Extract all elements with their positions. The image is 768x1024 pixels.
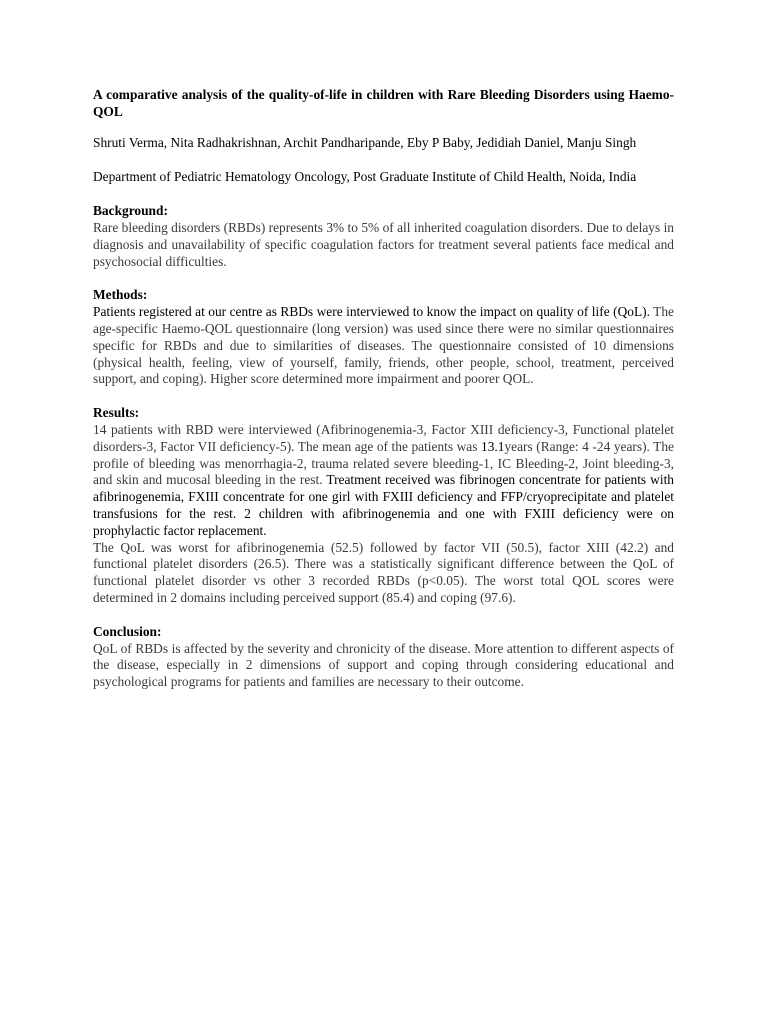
conclusion-section (93, 624, 674, 691)
methods-heading: Methods: (93, 287, 148, 303)
background-section (93, 203, 674, 270)
conclusion-text: QoL of RBDs is affected by the severity and chronicity of the disease. More attention to different aspects of the disease, especially in 2 dimensions of support and coping through considering educational and psychological programs for patients and families are necessary to their outcome. (93, 640, 674, 690)
author-list: Shruti Verma, Nita Radhakrishnan, Archit Pandharipande, Eby P Baby, Jedidiah Daniel, Manju Singh (93, 134, 637, 150)
results-paragraph-2: The QoL was worst for afibrinogenemia (52.5) followed by factor VII (50.5), factor XIII (42.2) and functional platelet disorders (26.5). There was a statistically significant difference between the QoL of functional platelet disorder vs other 3 recorded RBDs (p<0.05). The worst total QOL scores were determined in 2 domains including perceived support (85.4) and coping (97.6). (93, 539, 674, 605)
affiliation: Department of Pediatric Hematology Oncology, Post Graduate Institute of Child Health, Noida, India (93, 169, 637, 185)
results-paragraph-1 (93, 422, 674, 540)
abstract-page (93, 87, 674, 708)
results-text-a: 14 patients with RBD were interviewed (Afibrinogenemia-3, Factor XIII deficiency-3, Functional platelet disorders-3, Factor VII deficiency-5). The mean age of the patients was (93, 421, 674, 454)
background-heading: Background: (93, 203, 168, 219)
background-text: Rare bleeding disorders (RBDs) represents 3% to 5% of all inherited coagulation disorders. Due to delays in diagnosis and unavailability of specific coagulation factors for treatment several patients face medical and psychosocial difficulties. (93, 219, 674, 269)
results-mean-age: 13.1 (481, 438, 505, 454)
abstract-title: A comparative analysis of the quality-of-life in children with Rare Bleeding Disorders using Haemo-QOL (93, 87, 674, 119)
methods-text-intro: Patients registered at our centre as RBDs were interviewed to know the impact on quality of life (QoL). (93, 304, 650, 320)
methods-section (93, 287, 674, 388)
results-treatment-text: Treatment received was fibrinogen concentrate for patients with afibrinogenemia, FXIII concentrate for one girl with FXIII deficiency and FFP/cryoprecipitate and platelet transfusions for the rest. 2 children with afibrinogenemia and one with FXIII deficiency were on prophylactic factor replacement. (93, 472, 674, 538)
methods-text (93, 304, 674, 388)
results-heading: Results: (93, 405, 140, 421)
methods-text-body: The age-specific Haemo-QOL questionnaire (long version) was used since there were no similar questionnaires specific for RBDs and due to similarities of diseases. The questionnaire consisted of 10 dimensions (physical health, feeling, view of yourself, family, friends, other people, school, treatment, perceived support, and coping). Higher score determined more impairment and poorer QOL. (93, 304, 674, 387)
results-text-c: years (Range: 4 -24 years). The profile of bleeding was menorrhagia-2, trauma related severe bleeding-1, IC Bleeding-2, Joint bleeding-3, and skin and mucosal bleeding in the rest. (93, 438, 674, 488)
conclusion-heading: Conclusion: (93, 623, 162, 639)
results-section (93, 405, 674, 607)
